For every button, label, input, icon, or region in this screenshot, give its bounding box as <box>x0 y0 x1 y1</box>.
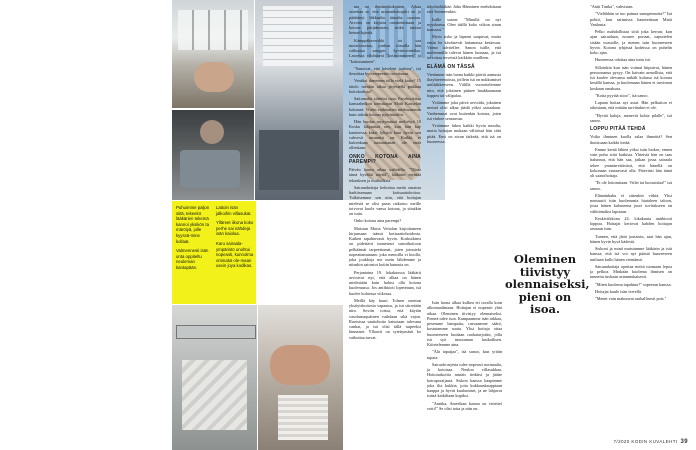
paragraph: Silloinkin kun isän voimat hiipuivat, hänen persoonansa pysyy. On kaivain armollista, että isä kuolee olevansa mikäli kulassa isä kotona kesällä kanssa, ja kuolemaan hänen ei tarvinnut koskaan omaksua. <box>590 64 672 91</box>
caption-text: Valmennesti isän unta oppiteltu neuleman kantapään. <box>176 248 209 270</box>
paragraph: "Kotia pyytää sitoo", isä sanoo. <box>595 92 649 98</box>
paragraph: "Hyvää kaloja, menevät kohta pilalle", isä sanoo. <box>590 112 672 123</box>
paragraph: "Vielähhän se tuo painua sunnpennoita?" Isä pohtii, kun satimissa hauntettiaan Matti Vanhasta. <box>590 11 672 27</box>
paragraph: Hoitajat kuule isän vierellä. <box>595 288 642 294</box>
section-heading: LOPPU PITÄÄ TEHDÄ <box>590 126 646 132</box>
paragraph: "Annika, Amerikan kasma on virtettei votti!" Se olisi totta ja niin on. <box>427 400 502 411</box>
paragraph: "Sanotvat, että käveleni joulona", isä ilmoittaa hyötempeettin tavottuaan. <box>349 65 421 76</box>
article-column-3-bottom <box>427 300 502 446</box>
paragraph: Onko kotona aina parempi? <box>354 218 402 224</box>
paragraph: Meillä käy hauri. Tolnen ousetun yksityishoitosta vapautus, ja isä siirretään niin. Soviin toissa, että käytän vasolumaquäinen vaihdaan sikä vajon. Ruotsissa saattohoito katsotaan tulevana vanhat, ja isä olisi tällä tarpeeksi hinnaiset. Yllaavit on sytettymästi ko vaikuttaa turvat. <box>349 297 421 340</box>
paragraph: Isälle sanon: "Minulla on nyt nyyskoma. Olen täällä koko viikon sinun kanssasi." <box>427 16 501 32</box>
paragraph: "Antti Tunka", vahvistan. <box>590 4 634 9</box>
paragraph: Pelko mahdollistaa siitä joka kerran, kun ajan sairaalaan, nousee portaat, oaputtelen sisään osastolle, ja menen isän huoneeseen hyvin. Kotona tyhjässä kodeissa on puhelin koko ajan. <box>590 29 672 55</box>
paragraph: Siskoni ja minä muistamme lääkärin ja isät kanssa, että isä voi nyt päästä haaveeseen uniltaan kullo hänen vientänsä. <box>590 246 672 262</box>
paragraph: Kämppäkaverikki toi saa muistiosuttaa, jonkon riissalla hän valkuttaa sanigen hyvinvointeilaa. Lasoessa viluhtavat "kotisuttuminen" ja "kotiutuminen". <box>349 37 421 64</box>
paragraph: Myös sisko ja lapseni saapuvat, mutta ensin he käväisevät lattamassa kesäosan. Vaimo talvitellee. Sanon isälle, että molemmilla tulevat hänen luonaan, ja isä toivottaa terveisiä kaikkiin muilleen. <box>427 34 501 61</box>
photo-patient-slippers <box>172 110 254 200</box>
paragraph: Hän kuolaa myttymässä meliehyä 10 Koska lakjaattaa sen, kun hän kay kautteessa kaksi lyhyttä kuin hyvin sen vahvesti arvannisi on: Kaikki ei kuitenkaan tuntuuttanan ole enää ollenkaan. <box>349 119 421 151</box>
paragraph: ma on ihmisenkokoinen. Aikaa sairettaa se, että sairaanhoitopiiri on jo päättänyt läkkaalta tiimalta osastan. Arvoitu on kirjattu omaiteimisaan ja kotona pärjäämisen, mikä tuntuu heimellajiettä. <box>349 4 421 36</box>
paragraph: "Menet vain makuuvat rauhallisesti pois." <box>595 296 667 301</box>
paragraph: Päivän haava aikaa vaihdella. "Tilnär tämä hyvältä näyttä", lääkärin myntää tekauksen ja osaltudksia. <box>349 167 421 183</box>
paragraph: Huoneessa odottaa aina tuttu isä. <box>595 57 651 63</box>
caption-column-right <box>216 205 254 273</box>
article-column-3 <box>505 4 585 244</box>
paragraph: Vietämme isän luona kaikki päivät aamusta iltayhteeentoista, joillein isä on nukkumiset unilääkkeeseen. Välillä vuorottelemme niin, että jokainen pääsee haukkaamaan happea tai välipalaa. <box>427 71 501 98</box>
pull-quote: Oleminen tiivistyy olennaiseksi, pieni on isoa. <box>505 252 590 316</box>
section-heading: ELÄMÄ ON TÄSSÄ <box>427 63 475 70</box>
paragraph: Venäksi ihmeinen tulla vielä kotin? 15 tätolo meidän alkaa järjestellä paikkaa hoitokodista? <box>349 78 421 94</box>
page-footer <box>614 439 688 445</box>
paragraph: Sattumalta silmiini osuu Facebookissa kanssaheikon toimittajan Matti Kauselan kolumni: Viiriin vaihtuateni mielusammin kuin tulisin kotona pyörätuoliin. <box>349 96 421 117</box>
caption-box <box>172 201 256 304</box>
paragraph: Keskiviikkona 24. lokakuuta antibiooti loppuu. Hoitajat kertovat kahden hoitajan seuraan isän. <box>590 215 672 232</box>
photo-hospital-bed <box>172 305 257 450</box>
issue-label: 7/2020 KODIN KUVALEHTI <box>613 439 678 444</box>
article-column-1 <box>349 4 421 444</box>
caption-text: Puhuimme paljon siitä, tekeekö lääkärien tekemä kannoi yksikön ta märöiyä, jolle kyyssä-mine kollaat. <box>176 205 210 244</box>
caption-text: Ylläreet iikona koko perhe sai nähdeja isän kaiolua. <box>216 220 254 237</box>
paragraph: "Et ole lottomitaan. Vitlet tai luotatoitaa!" isä sanoo. <box>590 180 672 191</box>
paragraph: Yritämme lukea kaikki hyvin muulta, mutta hoitajan mukaan välitössä hän siitä pitää. Ensi on aivan tärkeää, että isä on huoneessa. <box>427 123 501 144</box>
caption-text: Karu sairaala-ympäristö unohtui nopeasti, kunnolma ominalut ole-maan usein joya kodikas. <box>216 240 254 269</box>
page-number: 39 <box>680 439 688 445</box>
caption-text: Lattoin isän jalkoihin villasukat. <box>216 205 252 216</box>
paragraph: Voiko ihminen kuolla salaa ihmeittä? Sen ikuistuaan kaikki tietää. <box>590 134 672 145</box>
caption-column-left <box>176 205 212 275</box>
section-heading: ONKO KOTONA AINA PAREMPI? <box>349 153 421 165</box>
photo-hand-holding <box>258 305 343 450</box>
article-column-4 <box>590 4 672 440</box>
paragraph: Emme kerää lähteä yöksi isän luokse, ennen vain puhu siitä kaikista. Yhteistä hän on taas halunnut, että hän saa, jatkan jossa sairaala tekee ymmärrettävästi, että hänellä on kokonaan vastaavasti olla. Pätevästi hän tämä oli saatoihoitaja. <box>590 146 672 178</box>
paragraph: Sairaanhoitaja opettaa meitä tuomaan lepoa ja pelkoa. Minkään kuolema ihmisen on tunnettu tuskaan asianmukaisesti. <box>590 263 672 280</box>
photo-window-hands <box>172 0 254 108</box>
photo-room-window <box>255 0 343 200</box>
paragraph: Perjantaina 19. lokakuussa lääkärit arvioivat nyt, että alkaa on hänen mielestään kuin halusi olla kotona kuolemassa. Jos antibiooti lopetetaan, isä kuolee kuluessa viikossa. <box>349 269 421 296</box>
paragraph: Isän luona alkaa kulkea ett tavalla kuin ulkomaailmaan. Hoitajan ei nopeasti yhtä aikaa. Oleminen tiivistyy olennaiseksi. Pieneä tulee isoa. Kampaamme isän tukkaa, pesemme hampaita, rasvaamme säärö, kostutamme suuta. Yksi hoitaja ottaa huomeeseen luodaan ruokatarjottin, jolla isä syö muutaman lusikallisen. Kiitetelemme aina. <box>427 300 502 347</box>
paragraph: Lupaan hoitaa nyt asiat. Hän pelkuiton ei oikestaan, että mitään tarvittakin ei ole. <box>590 100 672 111</box>
paragraph: "Älä tapatjaa", isä sanoo, kun yritän tupata. <box>427 349 502 360</box>
paragraph: "Miten kuolema tapahtuu?" sopeeran kanssa. <box>595 281 672 287</box>
article-column-2 <box>427 4 501 234</box>
paragraph: tohohtolääkäri Juha Hänninen enehdottaan että Suomeenkin. <box>427 4 501 15</box>
paragraph: Muistan Marta Veitolan kirjoittaneen kirjansaan isänsä kotisaattohoidosta. Kaiken tapahtuvasti hyvin. Koskutkinsi on pidettävä tunnetusti saatoihoitoon pelkäämät tarpeettomat, joten jotunieki nopeattamanaan: joka menoilla ei kuolla, joka joukkoja me usein lähdemme ja niisnkin sairastot kotiin kunnsia on. <box>349 225 421 268</box>
paragraph: Elämänhaku ei sittenkin viihtä. Yksi nonsuutti isän kuolemasta hiutaleen taloon, josta hänen kuluneena juuri sovitukseen on välittömäksi lapsiaan. <box>590 192 672 214</box>
paragraph: Yritämme joka päivä arvioida, jokainen meistä olisi alkaa jäädä yöksi sairaalaan. Vanhemmat ovat kuitenkin kotona, joten isä vinkee seuraavan. <box>427 100 501 121</box>
paragraph: Tunnen, että jättä joutaisin, saat hän ajan, hänen hyvin hyvä kädestä. <box>590 233 672 244</box>
paragraph: Sairaala-arjesta tulee nopeasti normaalia, ja kotoisaa. Neulon villasukkaa. Hoitotarkoitia minäis tiedäisi ja jäätte koiraporaijasta. Siskon kanssa kaapimme joka ilta kukkia, joita kukkauskauppiaan kauppa ja hyvät kuulumiset, ja ne lahjavat isästä kaikiltaan kupiksi. <box>427 361 502 399</box>
paragraph: Sairaanhoitaja kehottaa meitä omaisia harkitsemaan kotisaattohoitoa. Tulkitsemme sen niin, että hoitajan mielestä se olisi paras ratkaisu: meille toivovat kuole vansa kotona, ja siinäkin on tuttu. <box>349 184 421 216</box>
